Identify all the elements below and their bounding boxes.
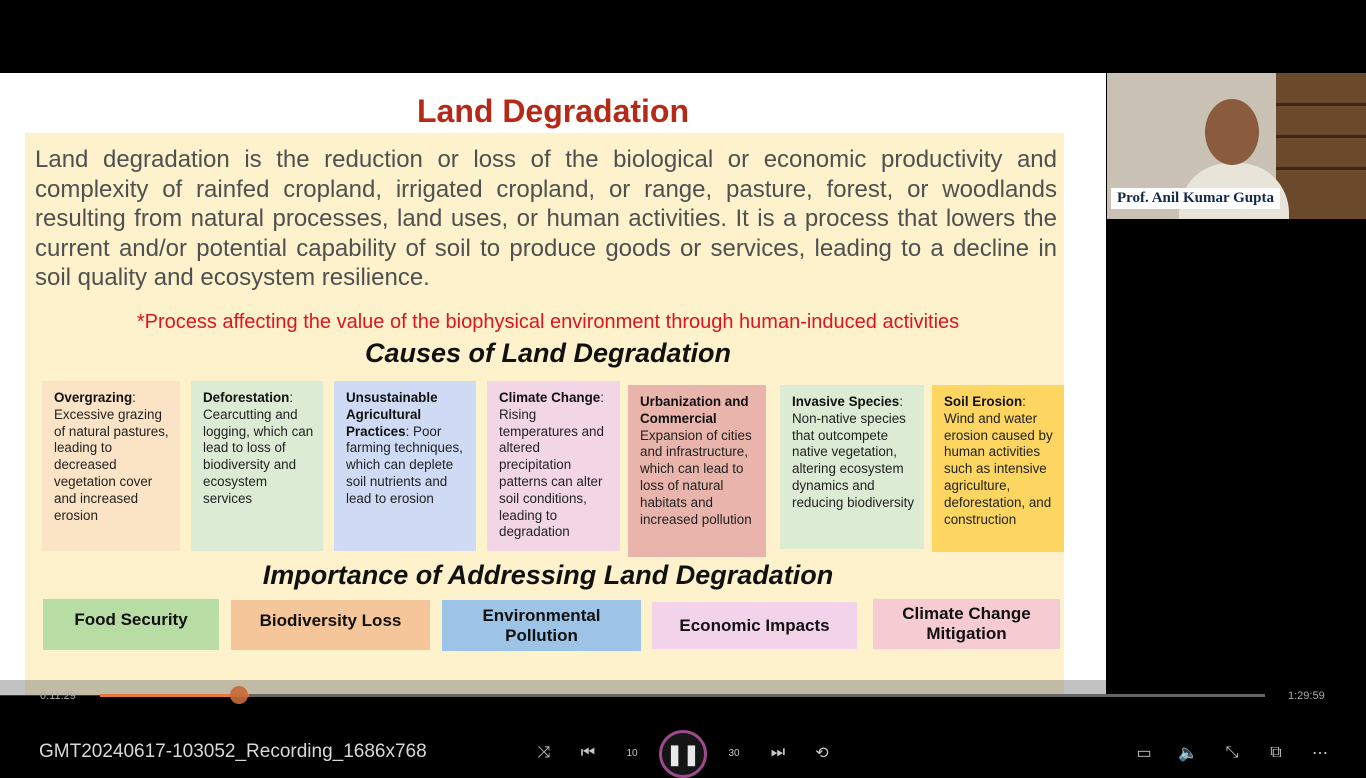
cause-text: Non-native species that outcompete native vegetation, altering ecosystem dynamics and reducing biodiversity [792, 410, 915, 510]
top-black-bar [0, 0, 1366, 73]
seek-thumb[interactable] [230, 686, 248, 704]
cause-title: Climate Change [499, 390, 601, 405]
cause-separator: : [899, 394, 903, 409]
importance-box [652, 602, 857, 649]
pause-icon[interactable]: ❚❚ [659, 730, 707, 778]
speaker-head [1205, 99, 1259, 165]
importance-box [873, 599, 1060, 649]
miniplayer-icon[interactable]: ▭ [1136, 745, 1152, 762]
cause-box [42, 381, 180, 551]
importance-label: Biodiversity Loss [259, 611, 402, 630]
shuffle-icon[interactable]: ⤨ [537, 744, 551, 761]
definition-text: Land degradation is the reduction or loss of the biological or economic productivity and complexity of rainfed cropland, irrigated cropland, or range, pasture, forest, or woodlands resulting from natural processes, land uses, or human activities. It is a process that lowers the current and/or potential capability of soil to produce goods or services, leading to a decline in soil quality and ecosystem resilience. [35, 146, 1057, 292]
slide [0, 73, 1106, 695]
importance-box [231, 600, 430, 650]
cause-box [780, 385, 924, 549]
webcam-feed [1107, 73, 1366, 219]
cause-text: Wind and water erosion caused by human activities such as intensive agriculture, deforestation, and construction [944, 410, 1053, 527]
repeat-icon[interactable]: ⟲ [815, 745, 829, 762]
importance-label: Economic Impacts [679, 615, 830, 635]
seek-bar[interactable] [100, 694, 1265, 697]
slide-title: Land Degradation [416, 93, 689, 129]
rewind-label: 10 [626, 747, 638, 759]
more-icon[interactable]: ⋯ [1312, 745, 1328, 762]
seek-bar-fill [100, 694, 249, 697]
cause-text: Cearcutting and logging, which can lead to loss of biodiversity and ecosystem services [203, 406, 314, 506]
importance-label: Climate Change Mitigation [902, 604, 1031, 643]
cause-title: Invasive Species [792, 394, 900, 409]
cause-box [487, 381, 620, 551]
cause-title: Soil Erosion [944, 394, 1023, 409]
cause-title: Deforestation [203, 390, 290, 405]
note-text: *Process affecting the value of the biophysical environment through human-induced activities [136, 311, 960, 333]
cast-icon[interactable]: ⧉ [1270, 744, 1282, 761]
cause-title: Overgrazing [54, 390, 133, 405]
causes-heading: Causes of Land Degradation [364, 338, 732, 368]
cause-box [334, 381, 476, 551]
collapse-icon[interactable]: ⤡ [1225, 744, 1239, 761]
speaker-name-tag: Prof. Anil Kumar Gupta [1111, 188, 1280, 209]
cause-text: Poor farming techniques, which can deplete soil nutrients and lead to erosion [346, 423, 463, 506]
file-name: GMT20240617-103052_Recording_1686x768 [39, 741, 427, 762]
rewind-10-icon[interactable] [621, 742, 643, 764]
volume-icon[interactable]: 🔈 [1178, 745, 1198, 762]
cause-box [628, 385, 766, 557]
cause-separator: : [405, 423, 410, 439]
cause-text: Excessive grazing of natural pastures, leading to decreased vegetation cover and increased erosion [54, 406, 169, 523]
cause-text: Expansion of cities and infrastructure, which can lead to loss of natural habitats and increased pollution [640, 427, 752, 527]
importance-label: Environmental Pollution [482, 605, 601, 645]
previous-icon[interactable]: ⏮ [580, 744, 596, 761]
cause-box [191, 381, 323, 551]
total-time: 1:29:59 [1288, 690, 1325, 702]
importance-heading: Importance of Addressing Land Degradation [262, 560, 834, 590]
cause-separator: : [132, 390, 136, 405]
cause-box [932, 385, 1064, 552]
bookshelf [1276, 73, 1366, 219]
cause-title: Unsustainable Agricultural Practices [346, 390, 438, 439]
forward-30-icon[interactable] [723, 742, 745, 764]
importance-box [43, 599, 219, 650]
cause-separator: : [1022, 394, 1026, 409]
importance-label: Food Security [74, 609, 188, 629]
cause-title: Urbanization and Commercial [640, 394, 749, 426]
current-time: 0:11:29 [40, 690, 76, 702]
next-icon[interactable]: ⏭ [770, 744, 786, 761]
cause-separator: : [289, 390, 294, 405]
cause-text: Rising temperatures and altered precipitation patterns can alter soil conditions, leading to degradation [499, 406, 604, 540]
forward-label: 30 [728, 747, 740, 759]
cause-separator: : [600, 390, 604, 405]
importance-box [442, 600, 641, 651]
